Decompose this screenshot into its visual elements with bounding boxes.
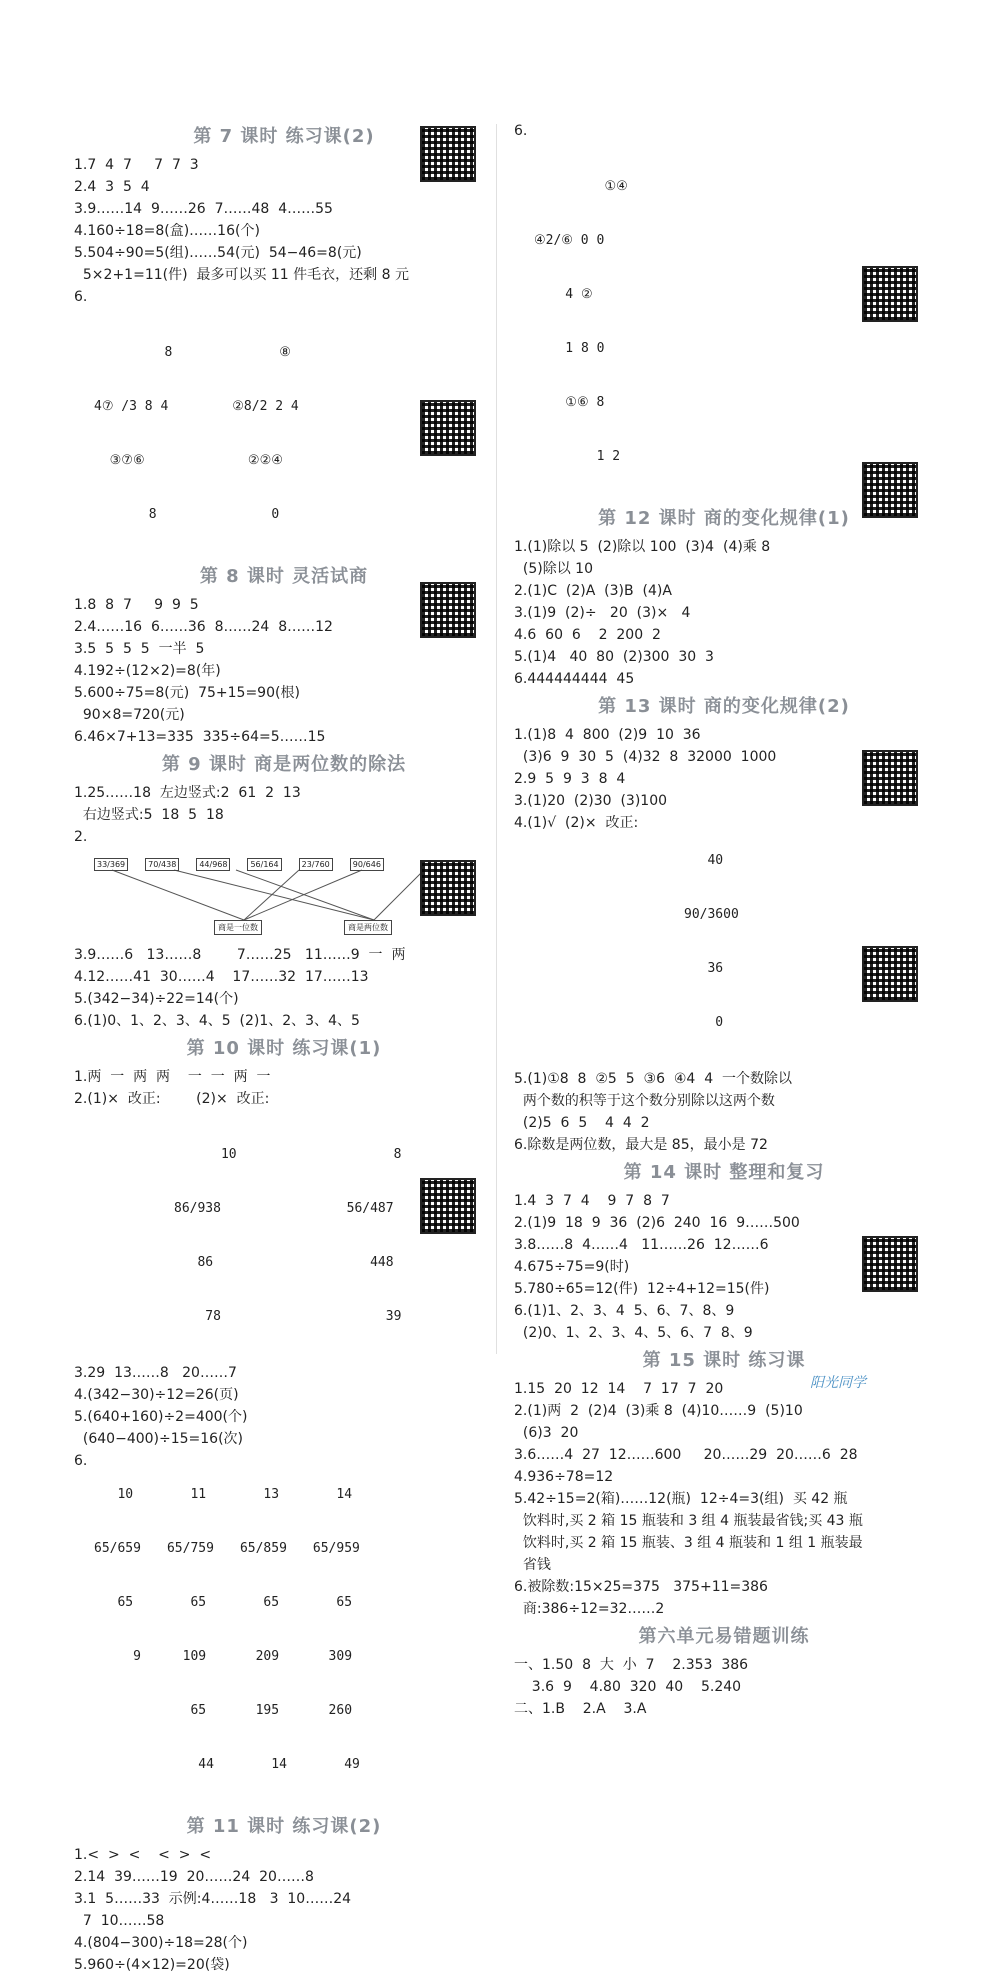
- section-title: 第 10 课时 练习课(1): [186, 1038, 382, 1059]
- div-line: 14: [312, 1487, 353, 1502]
- answer-line: (3)6 9 30 5 (4)32 8 32000 1000: [514, 749, 777, 765]
- answer-line: 6.(1)1、2、3、4 5、6、7、8、9: [514, 1303, 735, 1319]
- answer-line: 饮料时,买 2 箱 15 瓶装和 3 组 4 瓶装最省钱;买 43 瓶: [514, 1513, 863, 1529]
- answer-line: 4.160÷18=8(盒)……16(个): [74, 223, 260, 239]
- answer-line: 4.(1)√ (2)× 改正:: [514, 815, 639, 831]
- div-line: 65: [94, 1595, 134, 1610]
- div-line: 195: [239, 1703, 280, 1718]
- div-line: 78: [174, 1309, 221, 1324]
- answer-line: (5)除以 10: [514, 561, 593, 577]
- answer-line: 两个数的积等于这个数分别除以这两个数: [514, 1093, 775, 1109]
- div-line: 56/487: [346, 1201, 394, 1216]
- answer-line: 5.(1)4 40 80 (2)300 30 3: [514, 649, 714, 665]
- column-divider: [496, 124, 497, 1354]
- div-line: 0: [684, 1015, 724, 1030]
- long-division: [313, 1450, 360, 1810]
- section-title: 第 14 课时 整理和复习: [623, 1162, 825, 1183]
- answer-line: 1.两 一 两 两 一 一 两 一: [74, 1069, 271, 1085]
- div-line: 13: [239, 1487, 280, 1502]
- long-division: [240, 1450, 287, 1810]
- answer-line: 右边竖式:5 18 5 18: [74, 807, 224, 823]
- answer-line: 1.< > < < > <: [74, 1847, 212, 1863]
- div-line: 86/938: [174, 1201, 221, 1216]
- division-box: 70/438: [145, 858, 179, 871]
- qr-code[interactable]: [862, 750, 898, 765]
- answer-line: 3.6……4 27 12……600 20……29 20……6 28: [514, 1447, 858, 1463]
- answer-line: 5.504÷90=5(组)……54(元) 54−46=8(元): [74, 245, 362, 261]
- answer-line: 3.5 5 5 5 一半 5: [74, 641, 205, 657]
- qr-code[interactable]: [420, 126, 456, 141]
- div-line: 11: [166, 1487, 207, 1502]
- answer-line: 6.被除数:15×25=375 375+11=386: [514, 1579, 768, 1595]
- div-line: ④2/⑥ 0 0: [534, 233, 605, 248]
- correction-divisions: [174, 1110, 494, 1362]
- div-line: 1 8 0: [534, 341, 605, 356]
- answer-line: 1.(1)8 4 800 (2)9 10 36: [514, 727, 701, 743]
- answer-line: 90×8=720(元): [74, 707, 185, 723]
- answer-line: 2.14 39……19 20……24 20……8: [74, 1869, 314, 1885]
- div-line: ②②④: [232, 453, 283, 468]
- qr-code[interactable]: [420, 400, 456, 415]
- answer-line: (2)5 6 5 4 4 2: [514, 1115, 650, 1131]
- answer-line: 1.7 4 7 7 7 3: [74, 157, 199, 173]
- div-line: 448: [346, 1255, 394, 1270]
- division-boxes: [94, 858, 384, 871]
- section-title: 第 7 课时 练习课(2): [193, 126, 375, 147]
- target-box: 商是两位数: [344, 920, 392, 935]
- qr-code-icon: [862, 946, 918, 1002]
- div-line: 309: [312, 1649, 353, 1664]
- div-line: 65/659: [94, 1541, 141, 1556]
- answer-line: 4.6 60 6 2 200 2: [514, 627, 661, 643]
- answer-line: 4.12……41 30……4 17……32 17……13: [74, 969, 369, 985]
- div-line: 10: [174, 1147, 237, 1162]
- answer-line: 饮料时,买 2 箱 15 瓶装、3 组 4 瓶装和 1 组 1 瓶装最: [514, 1535, 863, 1551]
- long-division: [534, 142, 934, 502]
- answer-line: 1.8 8 7 9 9 5: [74, 597, 199, 613]
- answer-line: 1.(1)除以 5 (2)除以 100 (3)4 (4)乘 8: [514, 539, 771, 555]
- div-line: 49: [312, 1757, 360, 1772]
- div-line: 65: [312, 1595, 353, 1610]
- division-box: 44/968: [196, 858, 230, 871]
- answer-line: 6.: [74, 289, 88, 305]
- answer-line: 4.(342−30)÷12=26(页): [74, 1387, 239, 1403]
- div-line: 65/759: [166, 1541, 214, 1556]
- long-division: [174, 1110, 237, 1362]
- answer-line: 2.(1)两 2 (2)4 (3)乘 8 (4)10……9 (5)10: [514, 1403, 803, 1419]
- answer-line: 4.(804−300)÷18=28(个): [74, 1935, 248, 1951]
- section-title: 第 11 课时 练习课(2): [186, 1816, 382, 1837]
- target-box: 商是一位数: [214, 920, 262, 935]
- answer-line: (2)0、1、2、3、4、5、6、7 8、9: [514, 1325, 753, 1341]
- section-title: 第 9 课时 商是两位数的除法: [161, 754, 407, 775]
- answer-line: 5.(1)①8 8 ②5 5 ③6 ④4 4 一个数除以: [514, 1071, 793, 1087]
- division-row: [94, 1450, 494, 1810]
- answer-line: 6.除数是两位数，最大是 85，最小是 72: [514, 1137, 768, 1153]
- long-division: [684, 816, 934, 1068]
- answer-line: 1.4 3 7 4 9 7 8 7: [514, 1193, 670, 1209]
- answer-line: 4.192÷(12×2)=8(年): [74, 663, 221, 679]
- answer-line: 2.9 5 9 3 8 4: [514, 771, 626, 787]
- section-title: 第 15 课时 练习课: [642, 1350, 806, 1371]
- qr-code[interactable]: [420, 582, 456, 597]
- long-division: [94, 1450, 141, 1810]
- long-division: [232, 308, 298, 560]
- answer-line: 省钱: [514, 1557, 551, 1573]
- answer-line: (640−400)÷15=16(次): [74, 1431, 244, 1447]
- section-title: 第六单元易错题训练: [638, 1626, 810, 1647]
- div-line: 4 ②: [534, 287, 593, 302]
- answer-line: 6.444444444 45: [514, 671, 635, 687]
- div-line: 9: [94, 1649, 141, 1664]
- left-column: [74, 120, 494, 1976]
- div-line: ②8/2 2 4: [232, 399, 299, 414]
- qr-code-icon: [420, 126, 476, 182]
- qr-code-icon: [862, 1236, 918, 1292]
- answer-line: 5.42÷15=2(箱)……12(瓶) 12÷4=3(组) 买 42 瓶: [514, 1491, 848, 1507]
- answer-line: 3.(1)9 (2)÷ 20 (3)× 4: [514, 605, 691, 621]
- right-column: [514, 120, 934, 1720]
- div-line: 8: [346, 1147, 402, 1162]
- answer-line: 5.780÷65=12(件) 12÷4+12=15(件): [514, 1281, 770, 1297]
- div-line: 109: [166, 1649, 207, 1664]
- qr-code-icon: [420, 1178, 476, 1234]
- answer-line: 2.(1)C (2)A (3)B (4)A: [514, 583, 672, 599]
- answer-line: 2.4……16 6……36 8……24 8……12: [74, 619, 333, 635]
- answer-line: 3.8……8 4……4 11……26 12……6: [514, 1237, 769, 1253]
- division-box: 33/369: [94, 858, 128, 871]
- answer-line: 6.: [514, 123, 528, 139]
- answer-line: 一、1.50 8 大 小 7 2.353 386: [514, 1657, 749, 1673]
- section-title: 第 12 课时 商的变化规律(1): [598, 508, 850, 529]
- answer-line: 5×2+1=11(件) 最多可以买 11 件毛衣，还剩 8 元: [74, 267, 409, 283]
- long-division: [347, 1110, 402, 1362]
- answer-line: 3.29 13……8 20……7: [74, 1365, 237, 1381]
- division-box: 90/646: [350, 858, 384, 871]
- qr-code-icon: [862, 462, 918, 518]
- section-title: 第 13 课时 商的变化规律(2): [598, 696, 850, 717]
- answer-line: 5.(342−34)÷22=14(个): [74, 991, 239, 1007]
- div-line: ①⑥ 8: [534, 395, 605, 410]
- div-line: 39: [346, 1309, 402, 1324]
- division-box: 56/164: [247, 858, 281, 871]
- answer-line: 3.9……14 9……26 7……48 4……55: [74, 201, 333, 217]
- div-line: 260: [312, 1703, 353, 1718]
- answer-line: 商:386÷12=32……2: [514, 1601, 665, 1617]
- qr-code-icon: [862, 750, 918, 806]
- qr-code-icon: [420, 860, 476, 916]
- div-line: 44: [166, 1757, 214, 1772]
- qr-code[interactable]: [862, 266, 898, 281]
- answer-line: 二、1.B 2.A 3.A: [514, 1701, 647, 1717]
- qr-code[interactable]: [420, 1178, 456, 1193]
- answer-line: 3.9……6 13……8 7……25 11……9 一 两: [74, 947, 406, 963]
- long-division: [94, 308, 172, 560]
- qr-code[interactable]: [420, 860, 456, 875]
- answer-line: 5.(640+160)÷2=400(个): [74, 1409, 248, 1425]
- answer-line: 3.6 9 4.80 320 40 5.240: [514, 1679, 742, 1695]
- div-line: ⑧: [232, 345, 291, 360]
- div-line: 65: [239, 1595, 280, 1610]
- div-line: 14: [239, 1757, 287, 1772]
- div-line: 8: [94, 507, 157, 522]
- answer-line: 3.1 5……33 示例:4……18 3 10……24: [74, 1891, 352, 1907]
- div-line: 0: [232, 507, 280, 522]
- qr-code-icon: [862, 266, 918, 322]
- long-division: [167, 1450, 214, 1810]
- div-line: 10: [94, 1487, 134, 1502]
- answer-line: 2.4 3 5 4: [74, 179, 150, 195]
- div-line: 1 2: [534, 449, 621, 464]
- div-line: 65/859: [239, 1541, 287, 1556]
- div-line: ①④: [534, 179, 628, 194]
- div-line: 65: [166, 1703, 207, 1718]
- answer-line: 5.600÷75=8(元) 75+15=90(根): [74, 685, 300, 701]
- qr-code-icon: [420, 400, 476, 456]
- answer-line: 1.25……18 左边竖式:2 61 2 13: [74, 785, 301, 801]
- answer-line: 2.: [74, 829, 88, 845]
- answer-line: 7 10……58: [74, 1913, 165, 1929]
- answer-line: 2.(1)× 改正: (2)× 改正:: [74, 1091, 270, 1107]
- div-line: 8: [94, 345, 173, 360]
- div-line: 65: [166, 1595, 207, 1610]
- div-line: 40: [684, 853, 724, 868]
- div-line: 209: [239, 1649, 280, 1664]
- answer-line: 5.960÷(4×12)=20(袋): [74, 1957, 230, 1973]
- answer-line: 4.936÷78=12: [514, 1469, 614, 1485]
- qr-code[interactable]: [862, 462, 898, 477]
- answer-line: 2.(1)9 18 9 36 (2)6 240 16 9……500: [514, 1215, 800, 1231]
- answer-line: 1.15 20 12 14 7 17 7 20: [514, 1381, 724, 1397]
- div-line: 36: [684, 961, 724, 976]
- div-line: 86: [174, 1255, 214, 1270]
- answer-line: 6.: [74, 1453, 88, 1469]
- div-line: ③⑦⑥: [94, 453, 145, 468]
- answer-line: 6.(1)0、1、2、3、4、5 (2)1、2、3、4、5: [74, 1013, 360, 1029]
- div-line: 4⑦ /3 8 4: [94, 399, 169, 414]
- answer-line: 6.46×7+13=335 335÷64=5……15: [74, 729, 326, 745]
- division-box: 23/760: [299, 858, 333, 871]
- qr-code-icon: [420, 582, 476, 638]
- answer-line: (6)3 20: [514, 1425, 579, 1441]
- qr-code[interactable]: [862, 1236, 898, 1251]
- div-line: 90/3600: [684, 907, 739, 922]
- answer-line: 3.(1)20 (2)30 (3)100: [514, 793, 668, 809]
- section-title: 第 8 课时 灵活试商: [199, 566, 369, 587]
- footer-brand: 阳光同学: [810, 1375, 866, 1391]
- answer-line: 4.675÷75=9(时): [514, 1259, 630, 1275]
- div-line: 65/959: [312, 1541, 360, 1556]
- qr-code[interactable]: [862, 946, 898, 961]
